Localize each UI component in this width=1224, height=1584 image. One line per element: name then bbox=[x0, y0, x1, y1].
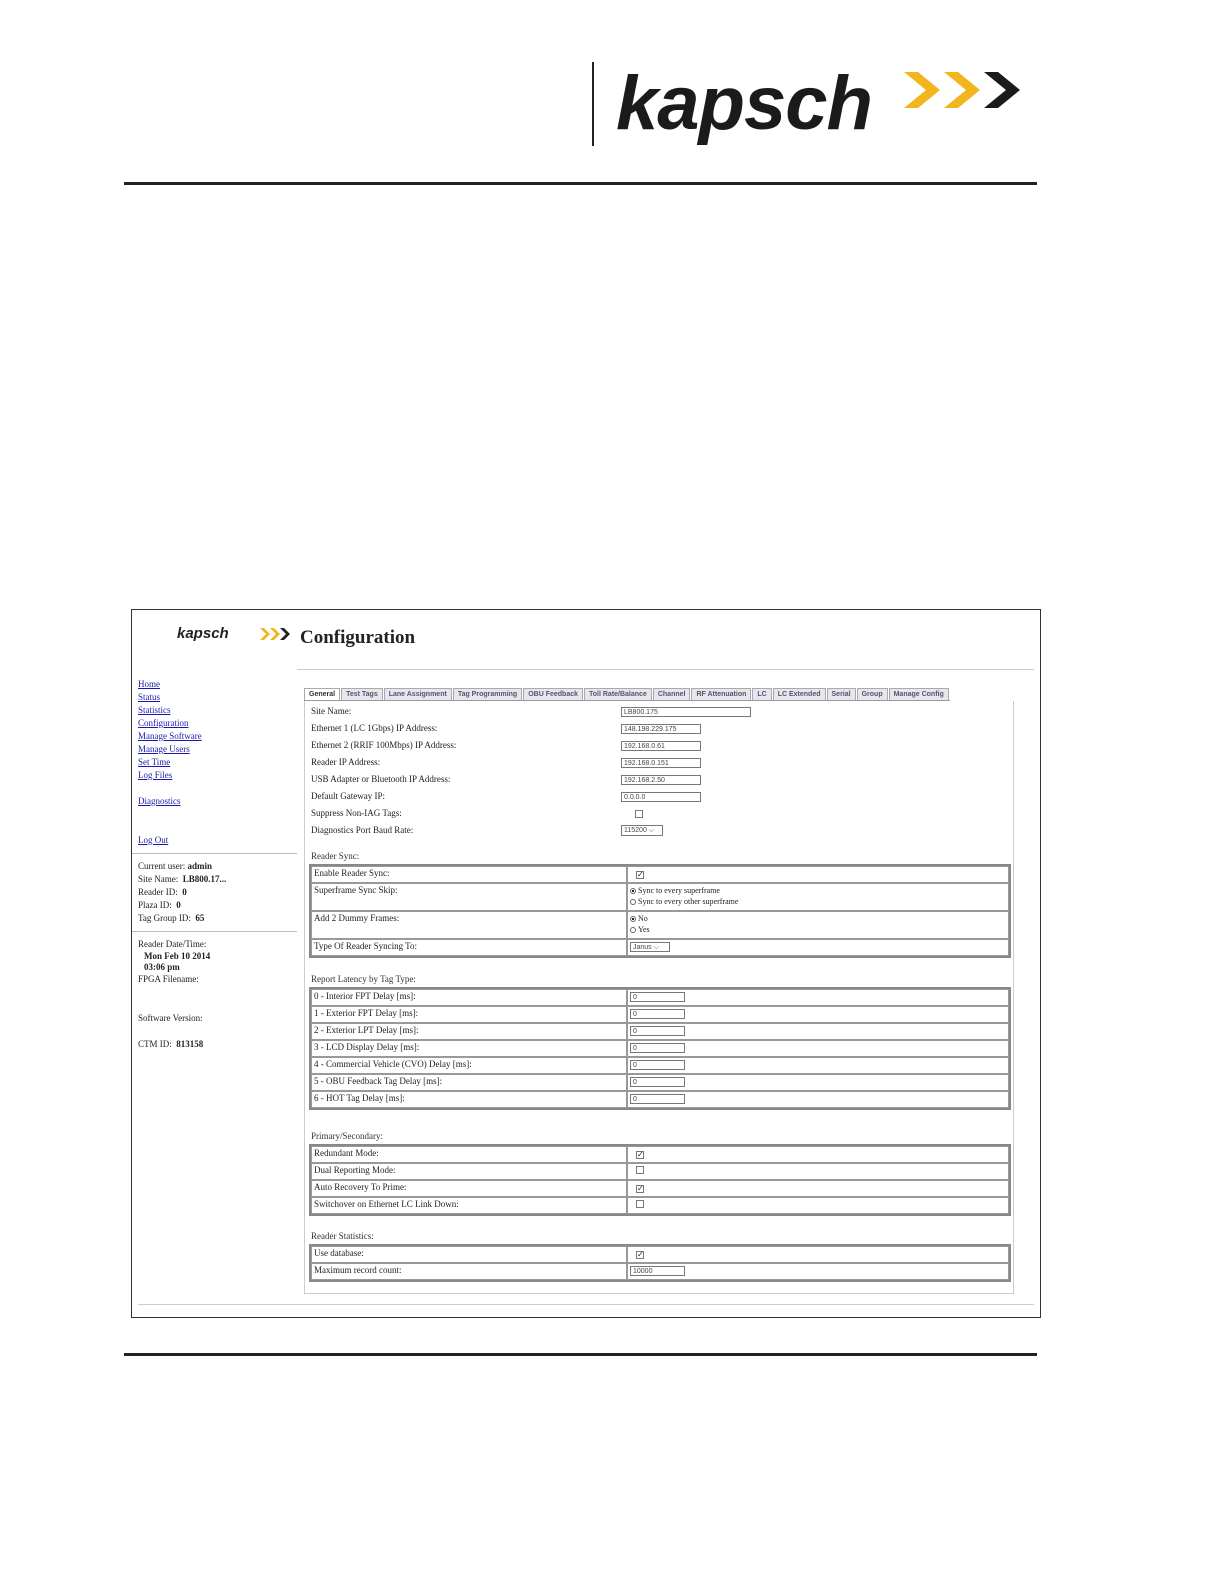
title-rule bbox=[297, 669, 1034, 670]
eth1-input[interactable]: 148.198.229.175 bbox=[621, 724, 701, 734]
table-row bbox=[311, 1057, 1009, 1074]
dual-reporting-cell bbox=[627, 1163, 1009, 1180]
latency-label: 6 - HOT Tag Delay [ms]: bbox=[311, 1091, 627, 1108]
primary-secondary-table bbox=[309, 1144, 1011, 1216]
table-row bbox=[311, 1246, 1009, 1263]
primary-secondary-title: Primary/Secondary: bbox=[311, 1131, 383, 1141]
enable-sync-cell bbox=[627, 866, 1009, 883]
nav-manage-users[interactable]: Manage Users bbox=[138, 744, 190, 754]
gateway-input[interactable]: 0.0.0.0 bbox=[621, 792, 701, 802]
latency-cell bbox=[627, 1074, 1009, 1091]
reader-time-value: 03:06 pm bbox=[144, 962, 180, 972]
latency-label: 4 - Commercial Vehicle (CVO) Delay [ms]: bbox=[311, 1057, 627, 1074]
radio-icon bbox=[630, 916, 636, 922]
configuration-screenshot bbox=[131, 609, 1041, 1318]
ui-chevrons-icon bbox=[259, 627, 293, 641]
latency-input[interactable]: 0 bbox=[630, 1060, 685, 1070]
sync-type-label: Type Of Reader Syncing To: bbox=[311, 939, 627, 956]
use-database-checkbox[interactable]: ✓ bbox=[637, 1250, 644, 1259]
latency-cell bbox=[627, 1040, 1009, 1057]
skip-option-every[interactable]: Sync to every superframe bbox=[630, 885, 1006, 896]
enable-sync-label: Enable Reader Sync: bbox=[311, 866, 627, 883]
dummy-frames-label: Add 2 Dummy Frames: bbox=[311, 911, 627, 939]
redundant-mode-cell bbox=[627, 1146, 1009, 1163]
nav-log-files[interactable]: Log Files bbox=[138, 770, 173, 780]
chevron-down-icon: ⌵ bbox=[648, 827, 655, 834]
sidebar-divider-2 bbox=[132, 931, 297, 932]
tab-manage-config[interactable]: Manage Config bbox=[889, 688, 949, 700]
table-row bbox=[311, 1040, 1009, 1057]
radio-icon bbox=[630, 888, 636, 894]
tab-rf-attenuation[interactable]: RF Attenuation bbox=[691, 688, 751, 700]
general-panel bbox=[304, 701, 1014, 1294]
skip-option-other[interactable]: Sync to every other superframe bbox=[630, 896, 1006, 907]
tab-lc-extended[interactable]: LC Extended bbox=[773, 688, 826, 700]
current-user-info: Current user: admin bbox=[138, 861, 213, 871]
tab-lc[interactable]: LC bbox=[752, 688, 771, 700]
usb-ip-input[interactable]: 192.168.2.50 bbox=[621, 775, 701, 785]
footer-document-rule bbox=[124, 1353, 1037, 1356]
sidebar-divider bbox=[132, 853, 297, 854]
eth2-input[interactable]: 192.168.0.61 bbox=[621, 741, 701, 751]
nav-log-out[interactable]: Log Out bbox=[138, 835, 169, 845]
latency-input[interactable]: 0 bbox=[630, 1077, 685, 1087]
baud-select[interactable]: 115200 ⌵ bbox=[621, 825, 663, 836]
dummy-option-yes[interactable]: Yes bbox=[630, 924, 1006, 935]
nav-set-time[interactable]: Set Time bbox=[138, 757, 171, 767]
nav-home[interactable]: Home bbox=[138, 679, 160, 689]
ui-logo-text: kapsch bbox=[177, 625, 229, 642]
latency-cell bbox=[627, 1091, 1009, 1108]
eth2-label: Ethernet 2 (RRIF 100Mbps) IP Address: bbox=[311, 740, 457, 750]
tab-serial[interactable]: Serial bbox=[827, 688, 856, 700]
table-row bbox=[311, 1197, 1009, 1214]
usb-ip-label: USB Adapter or Bluetooth IP Address: bbox=[311, 774, 451, 784]
footer-rule bbox=[138, 1304, 1034, 1305]
gateway-label: Default Gateway IP: bbox=[311, 791, 385, 801]
nav-diagnostics[interactable]: Diagnostics bbox=[138, 796, 181, 806]
tab-group[interactable]: Group bbox=[857, 688, 888, 700]
table-row bbox=[311, 866, 1009, 883]
latency-input[interactable]: 0 bbox=[630, 1026, 685, 1036]
reader-sync-table bbox=[309, 864, 1011, 958]
latency-cell bbox=[627, 1057, 1009, 1074]
latency-input[interactable]: 0 bbox=[630, 1094, 685, 1104]
sync-type-cell bbox=[627, 939, 1009, 956]
tab-obu-feedback[interactable]: OBU Feedback bbox=[523, 688, 583, 700]
tab-tag-programming[interactable]: Tag Programming bbox=[453, 688, 522, 700]
site-name-label: Site Name: bbox=[311, 706, 352, 716]
latency-label: 1 - Exterior FPT Delay [ms]: bbox=[311, 1006, 627, 1023]
sidebar bbox=[138, 678, 298, 1051]
site-name-info: Site Name: LB800.17... bbox=[138, 874, 227, 884]
switchover-cell bbox=[627, 1197, 1009, 1214]
latency-table bbox=[309, 987, 1011, 1110]
dual-reporting-label: Dual Reporting Mode: bbox=[311, 1163, 627, 1180]
header-rule bbox=[124, 182, 1037, 185]
header-divider bbox=[592, 62, 594, 146]
switchover-label: Switchover on Ethernet LC Link Down: bbox=[311, 1197, 627, 1214]
auto-recovery-cell bbox=[627, 1180, 1009, 1197]
document-logo bbox=[616, 62, 1026, 148]
tag-group-info: Tag Group ID: 65 bbox=[138, 913, 205, 923]
chevron-down-icon: ⌵ bbox=[653, 944, 659, 951]
latency-title: Report Latency by Tag Type: bbox=[311, 974, 416, 984]
ui-logo bbox=[177, 625, 229, 642]
table-row bbox=[311, 911, 1009, 939]
table-row bbox=[311, 1180, 1009, 1197]
table-row bbox=[311, 1263, 1009, 1280]
dual-reporting-checkbox[interactable] bbox=[636, 1166, 644, 1174]
reader-ip-label: Reader IP Address: bbox=[311, 757, 381, 767]
table-row bbox=[311, 1074, 1009, 1091]
table-row bbox=[311, 1163, 1009, 1180]
dummy-option-no[interactable]: No bbox=[630, 913, 1006, 924]
baud-label: Diagnostics Port Baud Rate: bbox=[311, 825, 414, 835]
table-row bbox=[311, 1146, 1009, 1163]
latency-cell bbox=[627, 1006, 1009, 1023]
table-row bbox=[311, 989, 1009, 1006]
reader-date-value: Mon Feb 10 2014 bbox=[144, 951, 211, 961]
fpga-filename-label: FPGA Filename: bbox=[138, 974, 199, 984]
table-row bbox=[311, 1006, 1009, 1023]
reader-id-info: Reader ID: 0 bbox=[138, 887, 187, 897]
superframe-skip-cell bbox=[627, 883, 1009, 911]
nav-configuration[interactable]: Configuration bbox=[138, 718, 189, 728]
auto-recovery-label: Auto Recovery To Prime: bbox=[311, 1180, 627, 1197]
tab-toll-rate-balance[interactable]: Toll Rate/Balance bbox=[584, 688, 652, 700]
plaza-id-info: Plaza ID: 0 bbox=[138, 900, 181, 910]
dummy-frames-cell bbox=[627, 911, 1009, 939]
enable-sync-checkbox[interactable]: ✓ bbox=[637, 870, 644, 879]
reader-ip-input[interactable]: 192.168.0.151 bbox=[621, 758, 701, 768]
nav-manage-software[interactable]: Manage Software bbox=[138, 731, 202, 741]
latency-input[interactable]: 0 bbox=[630, 1043, 685, 1053]
latency-cell bbox=[627, 989, 1009, 1006]
radio-icon bbox=[630, 899, 636, 905]
latency-input[interactable]: 0 bbox=[630, 992, 685, 1002]
tab-general[interactable]: General bbox=[304, 688, 340, 700]
tab-channel[interactable]: Channel bbox=[653, 688, 691, 700]
ctm-id-info: CTM ID: 813158 bbox=[138, 1039, 204, 1049]
reader-statistics-title: Reader Statistics: bbox=[311, 1231, 374, 1241]
use-database-cell bbox=[627, 1246, 1009, 1263]
table-row bbox=[311, 1091, 1009, 1108]
reader-date-label: Reader Date/Time: bbox=[138, 939, 207, 949]
latency-input[interactable]: 0 bbox=[630, 1009, 685, 1019]
latency-label: 5 - OBU Feedback Tag Delay [ms]: bbox=[311, 1074, 627, 1091]
eth1-label: Ethernet 1 (LC 1Gbps) IP Address: bbox=[311, 723, 438, 733]
page-title: Configuration bbox=[300, 627, 416, 648]
suppress-checkbox[interactable] bbox=[635, 810, 643, 818]
chevrons-icon bbox=[898, 66, 1028, 116]
latency-label: 3 - LCD Display Delay [ms]: bbox=[311, 1040, 627, 1057]
reader-sync-title: Reader Sync: bbox=[311, 851, 360, 861]
sync-type-select[interactable]: Janus ⌵ bbox=[630, 942, 670, 952]
nav-status[interactable]: Status bbox=[138, 692, 161, 702]
kapsch-logo-text: kapsch bbox=[616, 61, 872, 146]
tab-lane-assignment[interactable]: Lane Assignment bbox=[384, 688, 452, 700]
nav-statistics[interactable]: Statistics bbox=[138, 705, 171, 715]
max-record-label: Maximum record count: bbox=[311, 1263, 627, 1280]
software-version-label: Software Version: bbox=[138, 1013, 203, 1023]
max-record-input[interactable]: 10000 bbox=[630, 1266, 685, 1276]
table-row bbox=[311, 939, 1009, 956]
table-row bbox=[311, 883, 1009, 911]
redundant-mode-checkbox[interactable]: ✓ bbox=[637, 1150, 644, 1159]
tab-test-tags[interactable]: Test Tags bbox=[341, 688, 383, 700]
superframe-skip-label: Superframe Sync Skip: bbox=[311, 883, 627, 911]
config-tabs bbox=[304, 688, 950, 701]
site-name-input[interactable]: LB800.175 bbox=[621, 707, 751, 717]
latency-label: 0 - Interior FPT Delay [ms]: bbox=[311, 989, 627, 1006]
latency-cell bbox=[627, 1023, 1009, 1040]
redundant-mode-label: Redundant Mode: bbox=[311, 1146, 627, 1163]
suppress-label: Suppress Non-IAG Tags: bbox=[311, 808, 402, 818]
radio-icon bbox=[630, 927, 636, 933]
switchover-checkbox[interactable] bbox=[636, 1200, 644, 1208]
max-record-cell bbox=[627, 1263, 1009, 1280]
use-database-label: Use database: bbox=[311, 1246, 627, 1263]
latency-label: 2 - Exterior LPT Delay [ms]: bbox=[311, 1023, 627, 1040]
reader-statistics-table bbox=[309, 1244, 1011, 1282]
auto-recovery-checkbox[interactable]: ✓ bbox=[637, 1184, 644, 1193]
table-row bbox=[311, 1023, 1009, 1040]
